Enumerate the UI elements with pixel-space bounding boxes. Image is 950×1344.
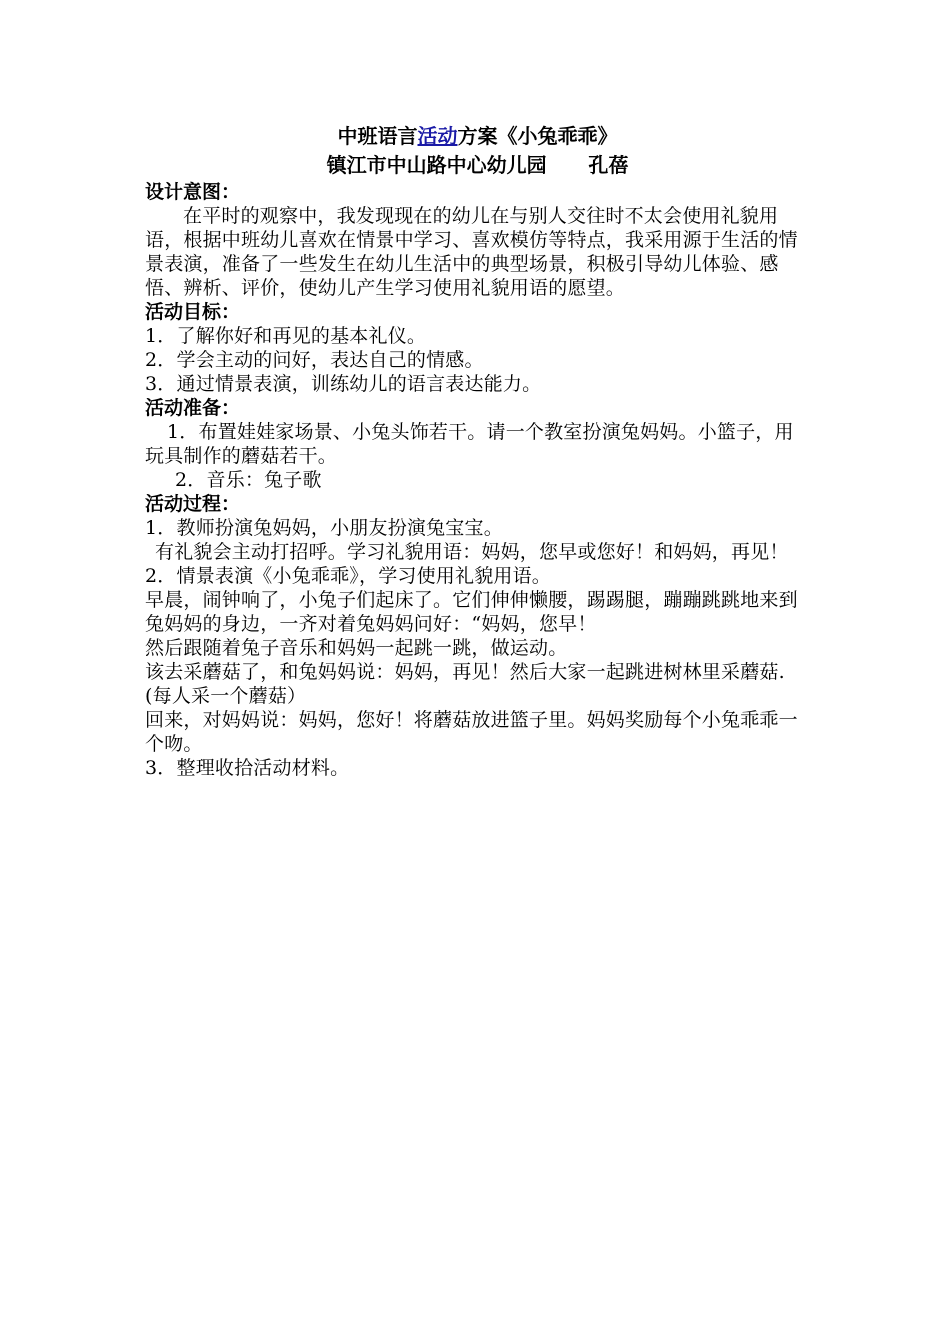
prep-item-2: 2．音乐：兔子歌 — [175, 469, 322, 491]
prep-item-1: 1．布置娃娃家场景、小兔头饰若干。请一个教室扮演兔妈妈。小篮子，用玩具制作的蘑菇若干。 — [145, 421, 794, 467]
process-line-6: 该去采蘑菇了，和兔妈妈说：妈妈，再见！然后大家一起跳进树林里采蘑菇.(每人采一个蘑菇） — [145, 661, 785, 707]
process-line-4: 早晨，闹钟响了，小兔子们起床了。它们伸伸懒腰，踢踢腿，蹦蹦跳跳地来到兔妈妈的身边，一齐对着兔妈妈问好：“妈妈，您早！ — [145, 589, 798, 635]
title-suffix: 方案《小兔乖乖》 — [457, 124, 618, 148]
process-line-5: 然后跟随着兔子音乐和妈妈一起跳一跳，做运动。 — [145, 637, 568, 659]
prep-heading: 活动准备： — [145, 397, 241, 419]
author-line: 镇江市中山路中心幼儿园 孔蓓 — [326, 153, 629, 177]
title-link[interactable]: 活动 — [417, 124, 458, 148]
process-line-1: 1．教师扮演兔妈妈，小朋友扮演兔宝宝。 — [145, 517, 503, 539]
goal-item-1: 1．了解你好和再见的基本礼仪。 — [145, 325, 427, 347]
intent-heading: 设计意图： — [145, 181, 241, 203]
goal-item-2: 2．学会主动的问好，表达自己的情感。 — [145, 349, 484, 371]
process-line-8: 3．整理收拾活动材料。 — [145, 757, 350, 779]
document-title — [145, 122, 810, 151]
process-line-3: 2．情景表演《小兔乖乖》，学习使用礼貌用语。 — [145, 565, 551, 587]
document-page — [145, 122, 810, 780]
goals-heading: 活动目标： — [145, 301, 241, 323]
process-line-2: 有礼貌会主动打招呼。学习礼貌用语：妈妈，您早或您好！和妈妈，再见！ — [155, 541, 789, 563]
title-prefix: 中班语言 — [337, 124, 418, 148]
goal-item-3: 3．通过情景表演，训练幼儿的语言表达能力。 — [145, 373, 542, 395]
intent-paragraph: 在平时的观察中，我发现现在的幼儿在与别人交往时不太会使用礼貌用语，根据中班幼儿喜欢在情景中学习、喜欢模仿等特点，我采用源于生活的情景表演，准备了一些发生在幼儿生活中的典型场景，积极引导幼儿体验、感悟、辨析、评价，使幼儿产生学习使用礼貌用语的愿望。 — [145, 205, 798, 299]
process-line-7: 回来，对妈妈说：妈妈，您好！将蘑菇放进篮子里。妈妈奖励每个小兔乖乖一个吻。 — [145, 709, 798, 755]
process-heading: 活动过程： — [145, 493, 241, 515]
